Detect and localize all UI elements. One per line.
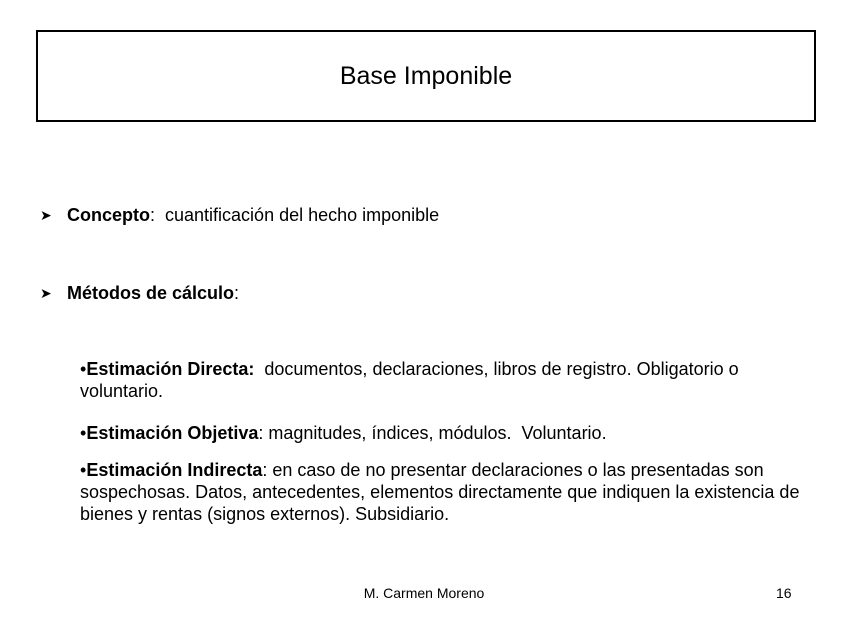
footer-author: M. Carmen Moreno — [363, 585, 485, 601]
arrow-bullet-icon: ➤ — [40, 285, 52, 301]
concepto-colon: : — [150, 205, 156, 225]
arrow-bullet-icon: ➤ — [40, 207, 52, 223]
method-text: documentos, declaraciones, libros de registro. Obligatorio o voluntario. — [80, 359, 744, 401]
method-item-indirecta — [80, 459, 820, 525]
concepto-text: cuantificación del hecho imponible — [155, 205, 440, 225]
page-number: 16 — [776, 585, 792, 601]
bullet-dot-icon: • — [80, 359, 87, 379]
concepto-term: Concepto — [67, 205, 150, 225]
method-text: : magnitudes, índices, módulos. Voluntario. — [258, 423, 607, 443]
bullet-dot-icon: • — [80, 460, 87, 480]
method-term: Estimación Directa: — [86, 359, 255, 379]
method-item-directa — [80, 358, 820, 402]
metodos-colon: : — [234, 283, 240, 303]
metodos-point — [40, 282, 239, 304]
method-text: : en caso de no presentar declaraciones o las presentadas son sospechosas. Datos, antecedentes, elementos directamente que indiquen la existencia de bienes y rentas (signos externos). Subsidiario. — [80, 460, 805, 524]
method-term: Estimación Indirecta — [86, 460, 263, 480]
slide-title: Base Imponible — [339, 61, 513, 90]
concepto-point — [40, 204, 439, 226]
method-item-objetiva — [80, 422, 820, 444]
slide-title-box — [36, 30, 816, 122]
method-term: Estimación Objetiva — [86, 423, 259, 443]
bullet-dot-icon: • — [80, 423, 87, 443]
metodos-term: Métodos de cálculo — [67, 283, 235, 303]
